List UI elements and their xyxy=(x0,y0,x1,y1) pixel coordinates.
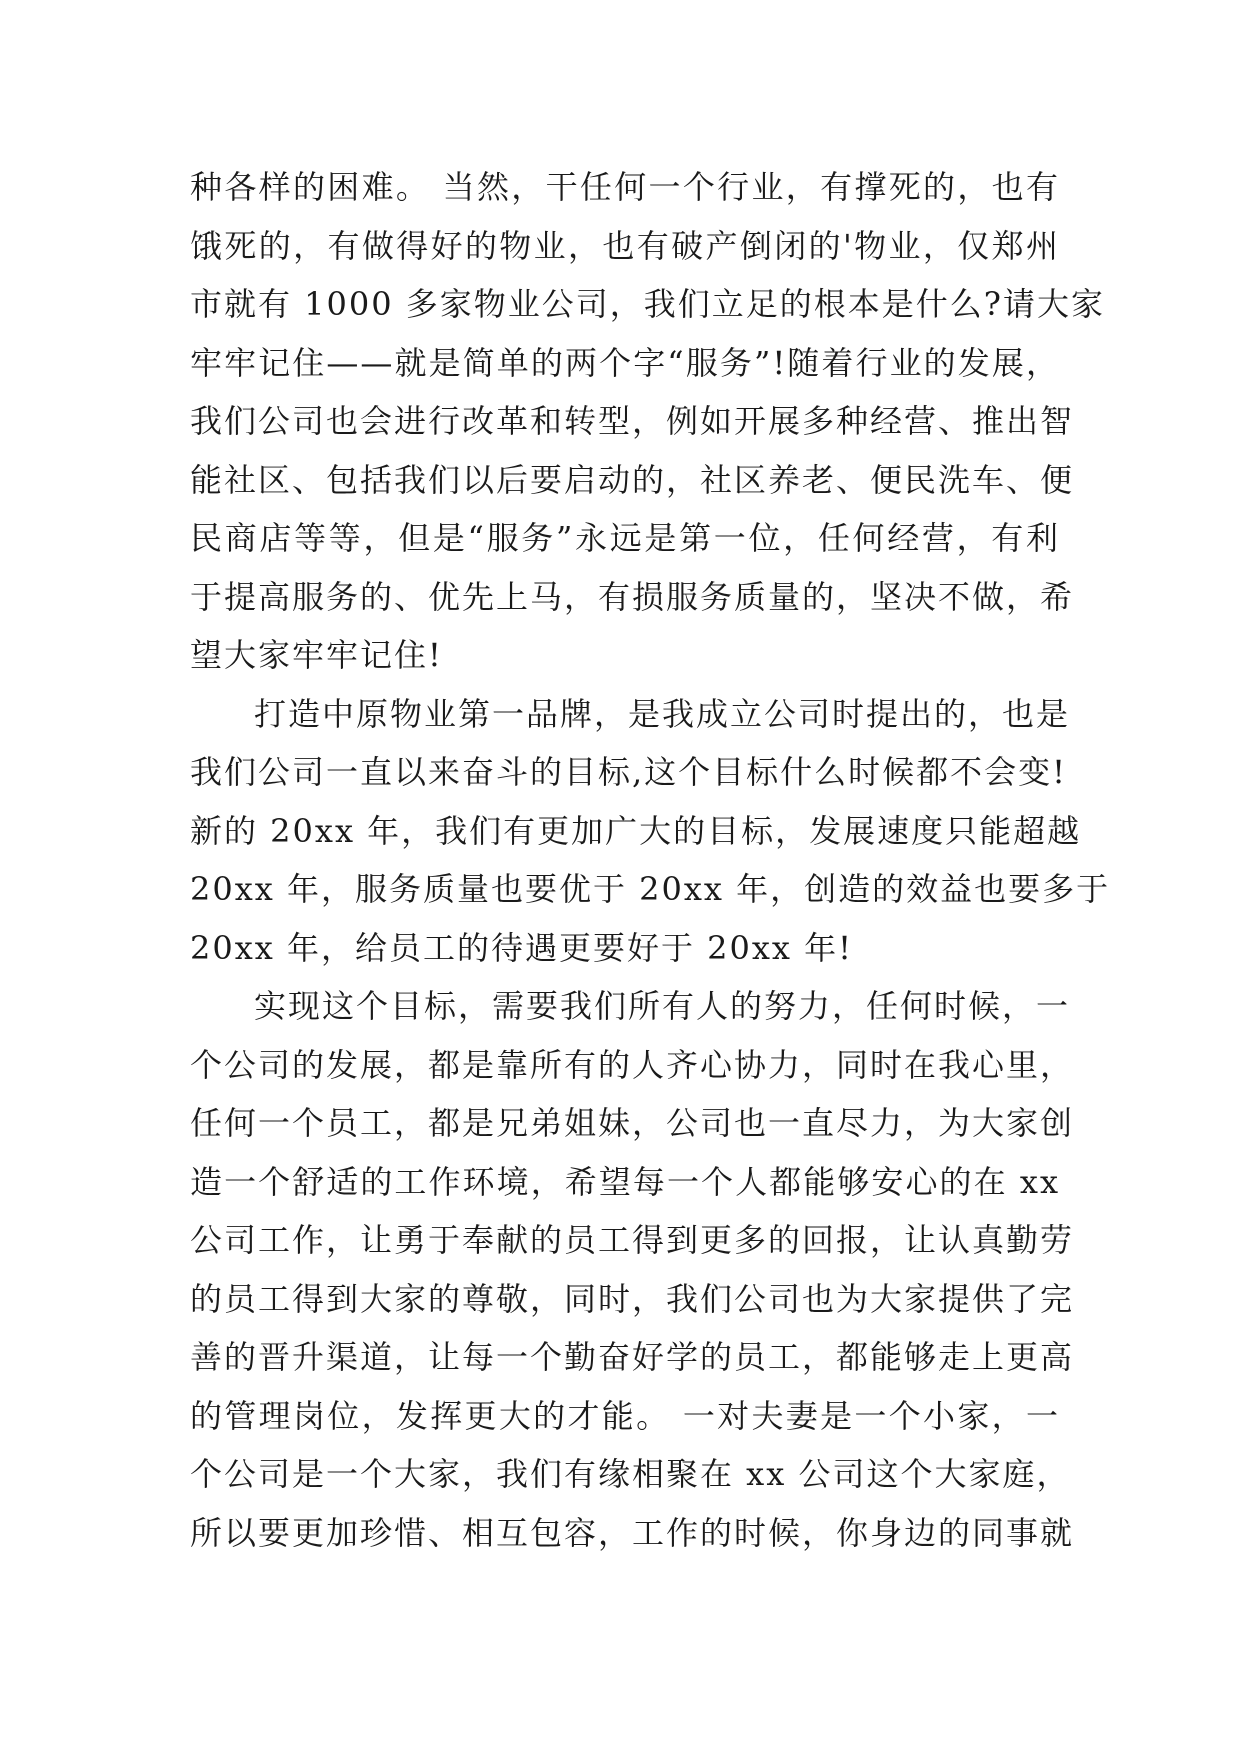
paragraph-3-line-10: 所以要更加珍惜、相互包容，工作的时候，你身边的同事就 xyxy=(190,1513,1075,1552)
paragraph-2-line-1: 打造中原物业第一品牌，是我成立公司时提出的，也是 xyxy=(254,694,1071,733)
paragraph-1-line-4: 牢牢记住——就是简单的两个字“服务”!随着行业的发展， xyxy=(190,343,1060,382)
paragraph-3-line-2: 个公司的发展，都是靠所有的人齐心协力，同时在我心里， xyxy=(190,1045,1075,1084)
paragraph-3-line-4: 造一个舒适的工作环境，希望每一个人都能够安心的在 xx xyxy=(190,1162,1060,1201)
paragraph-1-line-3: 市就有 1000 多家物业公司，我们立足的根本是什么?请大家 xyxy=(190,285,1105,323)
paragraph-3-line-8: 的管理岗位，发挥更大的才能。 一对夫妻是一个小家，一 xyxy=(190,1396,1060,1435)
paragraph-3-line-9: 个公司是一个大家，我们有缘相聚在 xx 公司这个大家庭， xyxy=(190,1455,1071,1493)
paragraph-2-line-4: 20xx 年，服务质量也要优于 20xx 年，创造的效益也要多于 xyxy=(190,870,1111,908)
paragraph-1-line-1: 种各样的困难。 当然，干任何一个行业，有撑死的，也有 xyxy=(190,168,1060,206)
paragraph-2-line-5: 20xx 年，给员工的待遇更要好于 20xx 年! xyxy=(190,928,854,967)
paragraph-3-line-1: 实现这个目标，需要我们所有人的努力，任何时候，一 xyxy=(254,987,1071,1025)
paragraph-2-line-2: 我们公司一直以来奋斗的目标,这个目标什么时候都不会变! xyxy=(190,753,1068,791)
paragraph-3-line-6: 的员工得到大家的尊敬，同时，我们公司也为大家提供了完 xyxy=(190,1279,1075,1318)
paragraph-3-line-7: 善的晋升渠道，让每一个勤奋好学的员工，都能够走上更高 xyxy=(190,1338,1075,1376)
paragraph-2-line-3: 新的 20xx 年，我们有更加广大的目标，发展速度只能超越 xyxy=(190,811,1082,850)
paragraph-1-line-8: 于提高服务的、优先上马，有损服务质量的，坚决不做，希 xyxy=(190,577,1075,616)
paragraph-3-line-3: 任何一个员工，都是兄弟姐妹，公司也一直尽力，为大家创 xyxy=(190,1104,1075,1142)
paragraph-1-line-6: 能社区、包括我们以后要启动的，社区养老、便民洗车、便 xyxy=(190,460,1075,499)
document-body xyxy=(190,158,1111,1562)
paragraph-3-line-5: 公司工作，让勇于奉献的员工得到更多的回报，让认真勤劳 xyxy=(190,1221,1075,1259)
paragraph-1-line-5: 我们公司也会进行改革和转型，例如开展多种经营、推出智 xyxy=(190,402,1075,440)
paragraph-1-line-7: 民商店等等，但是“服务”永远是第一位，任何经营，有利 xyxy=(190,519,1060,557)
paragraph-1-line-9: 望大家牢牢记住! xyxy=(190,636,443,674)
paragraph-1-line-2: 饿死的，有做得好的物业，也有破产倒闭的'物业，仅郑州 xyxy=(190,226,1060,265)
